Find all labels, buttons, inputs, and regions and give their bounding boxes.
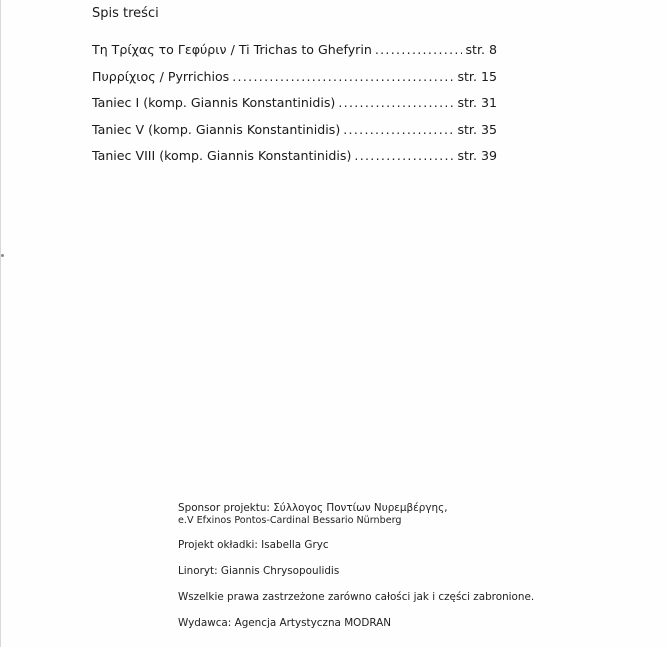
dot-leader [375,42,463,57]
toc-entry-label: Taniec V (komp. Giannis Konstantinidis) [92,121,341,137]
toc-entry-label: Taniec VIII (komp. Giannis Konstantinidis) [92,148,352,163]
dot-leader [338,95,454,110]
toc-entry [92,42,497,69]
dot-leader [232,69,454,84]
scan-speck [1,254,4,257]
linocut-credit: Linoryt: Giannis Chrysopoulidis [178,565,340,577]
sponsor-line: Sponsor projektu: Σύλλογος Ποντίων Νυρεμβέργης, [178,502,448,514]
toc-entry-page: str. 8 [465,42,497,57]
colophon [178,502,578,629]
toc-entry-label: Taniec I (komp. Giannis Konstantinidis) [92,95,336,110]
cover-design-credit: Projekt okładki: Isabella Gryc [178,539,329,551]
toc-entry-page: str. 35 [457,121,497,137]
toc-entry-page: str. 39 [457,148,497,163]
publisher-credit: Wydawca: Agencja Artystyczna MODRAN [178,617,392,629]
toc-entry-label: Πυρρίχιος / Pyrrichios [92,68,230,84]
rights-notice: Wszelkie prawa zastrzeżone zarówno całości jak i części zabronione. [178,591,535,603]
toc-entry-page: str. 15 [457,68,497,84]
toc-entry [92,95,497,122]
table-of-contents [92,42,497,175]
sponsor-line-continued: e.V Efxinos Pontos-Cardinal Bessario Nürnberg [178,515,402,526]
toc-entry-page: str. 31 [457,95,497,110]
toc-entry [92,148,497,175]
toc-title: Spis treści [92,6,159,21]
dot-leader [354,148,454,163]
toc-entry [92,122,497,149]
toc-entry [92,69,497,96]
page-edge [0,0,1,647]
toc-entry-label: Τη Τρίχας το Γεφύριν / Ti Trichas to Ghefyrin [92,42,372,57]
dot-leader [343,122,454,137]
